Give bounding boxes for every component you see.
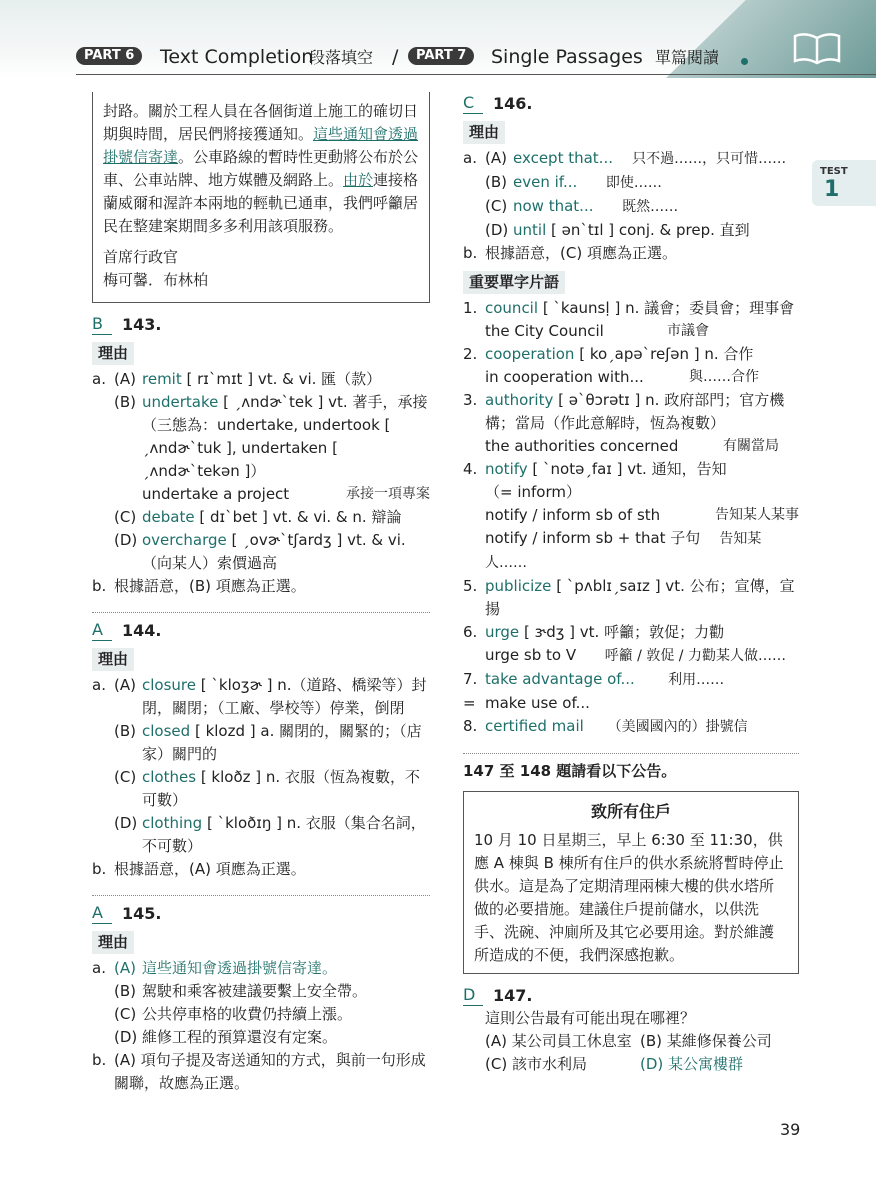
vocab-word: take advantage of...: [485, 670, 635, 688]
separator: [92, 895, 430, 896]
q143-opt-B: (B): [114, 393, 136, 411]
header-dot: [741, 58, 748, 65]
q143-b-label: b.: [92, 577, 107, 595]
part6-title: Text Completion: [160, 46, 314, 68]
q144-a-label: a.: [92, 676, 106, 694]
passage-text: [103, 100, 419, 238]
vocab-item-4: [463, 458, 799, 575]
right-column: [463, 92, 799, 1076]
q145-opt-D: (D): [114, 1028, 138, 1046]
q146-opt-B: (B): [485, 173, 507, 191]
header-slash: /: [392, 46, 399, 68]
passage-seg2: 。公車路線的暫時性更動將公布於公車、公車站牌、地方媒體及網路上。: [103, 148, 419, 189]
question-146-head: [463, 92, 799, 115]
vocab-item-5: [463, 575, 799, 621]
part7-title-zh: 單篇閱讀: [655, 48, 720, 67]
vocab-def: [ ˋkaunsḷ ] n. 議會；委員會；理事會: [542, 299, 795, 317]
passage-box: [92, 92, 430, 303]
vocab-word: cooperation: [485, 345, 575, 363]
q143-opt-A: (A): [114, 370, 136, 388]
vocab-item-6: [463, 621, 799, 668]
q145-opt-C: (C): [114, 1005, 137, 1023]
q143-C-word: debate: [142, 508, 195, 526]
q145-C-text: 公共停車格的收費仍持續上漲。: [142, 1005, 353, 1023]
vocab-word: authority: [485, 391, 554, 409]
part6-pill: PART 6: [76, 47, 142, 65]
vocab-def: [ koˏapəˋreʃən ] n. 合作: [579, 345, 754, 363]
open-book-icon: [792, 30, 842, 66]
test-tab: [812, 160, 876, 206]
q143-C-def: [ dɪˋbet ] vt. & vi. & n. 辯論: [199, 508, 402, 526]
q143-B-forms: （三態為：undertake, undertook [ ˏʌndɚˋtuk ], undertaken [ ˏʌndɚˋtekən ]）: [142, 416, 391, 480]
vocab-example: urge sb to V: [485, 646, 577, 664]
q147-options-row1: [463, 1030, 799, 1053]
signature-title: 首席行政官: [103, 248, 179, 266]
q144-opt-D: (D): [114, 814, 138, 832]
q144-C-word: clothes: [142, 768, 197, 786]
passage-link2: 由於: [343, 171, 374, 189]
vocab-def: （美國國內的）掛號信: [607, 719, 748, 735]
page-header: [0, 0, 876, 78]
vocab-number: 2.: [463, 345, 478, 363]
q146-opt-A: (A): [485, 149, 507, 167]
vocab-number: 7.: [463, 670, 478, 688]
question-144-head: [92, 619, 430, 642]
q144-opt-C: (C): [114, 768, 137, 786]
vocab-word: urge: [485, 623, 520, 641]
q145-a-label: a.: [92, 959, 106, 977]
q144-D-word: clothing: [142, 814, 203, 832]
question-143-number: 143.: [122, 315, 162, 334]
q143-B-def: [ ˏʌndɚˋtek ] vt. 著手，承接: [223, 393, 428, 411]
reason-label-145: 理由: [92, 931, 134, 954]
passage-intro: 147 至 148 題請看以下公告。: [463, 762, 677, 780]
q144-A-word: closure: [142, 676, 196, 694]
q146-a-label: a.: [463, 149, 477, 167]
notice-body: 10 月 10 日星期三，早上 6:30 至 11:30，供應 A 棟與 B 棟所有住戶的供水系統將暫時停止供水。這是為了定期清理兩棟大樓的供水塔所做的必要措施。建議住戶提前儲水，以供洗手、洗碗、沖廁所及其它必要用途。對於維護所造成的不便，我們深感抱歉。: [474, 831, 784, 964]
vocab-equivalent: make use of...: [485, 694, 590, 712]
reason-label-146: 理由: [463, 121, 505, 144]
q143-b-text: 根據語意，(B) 項應為正選。: [114, 577, 306, 595]
question-146-number: 146.: [493, 94, 533, 113]
reason-label-144: 理由: [92, 648, 134, 671]
q147-opt-C: (C) 該市水利局: [485, 1055, 587, 1073]
question-147-head: [463, 984, 799, 1007]
q144-B-word: closed: [142, 722, 191, 740]
vocab-def: [ ˋnotəˏfaɪ ] vt. 通知，告知: [532, 460, 727, 478]
q146-A-word: except that...: [513, 149, 613, 167]
page-number: 39: [780, 1120, 801, 1139]
vocab-example: in cooperation with...: [485, 368, 644, 386]
vocab-example: the authorities concerned: [485, 437, 679, 455]
vocab-item-7-equiv: [463, 692, 799, 715]
test-tab-number: 1: [824, 177, 840, 202]
q147-opt-B: (B) 某維修保養公司: [640, 1032, 772, 1050]
vocab-number: 8.: [463, 717, 478, 735]
q144-D-def: [ ˋkloðɪŋ ] n. 衣服（集合名詞，不可數）: [142, 814, 426, 855]
vocab-item-3: [463, 389, 799, 458]
q146-b: [463, 242, 799, 265]
answer-147: D: [463, 985, 483, 1006]
vocab-item-7: [463, 668, 799, 692]
vocab-example-zh: 告知某人某事: [715, 507, 799, 523]
q143-a-label: a.: [92, 370, 106, 388]
q143-b: [92, 575, 430, 598]
answer-146: C: [463, 93, 483, 114]
question-147-text: 這則公告最有可能出現在哪裡？: [485, 1009, 696, 1027]
question-143-head: [92, 313, 430, 336]
part6-title-zh: 段落填空: [309, 48, 374, 67]
vocab-equals: =: [463, 694, 476, 712]
q143-B-phrase: undertake a project: [142, 485, 290, 503]
q144-opt-B: (B): [114, 722, 136, 740]
vocab-number: 4.: [463, 460, 478, 478]
vocab-example-zh: 有關當局: [723, 438, 779, 454]
q146-opt-D: (D): [485, 221, 509, 239]
passage-seg1: 封路。關於工程人員在各個街道上施工的確切日期與時間，居民們將接獲通知。: [103, 102, 419, 143]
q143-A-word: remit: [142, 370, 182, 388]
vocab-def: [ əˋθɔrətɪ ] n. 政府部門；官方機構；當局（作此意解時，恆為複數）: [485, 391, 785, 432]
notice-box: [463, 791, 799, 974]
vocab-example2: notify / inform sb + that 子句: [485, 529, 701, 547]
notice-title: 致所有住戶: [590, 802, 671, 821]
q143-a: [92, 368, 430, 575]
part7-pill: PART 7: [408, 47, 474, 65]
q143-D-def: [ ˏovɚˋtʃardʒ ] vt. & vi.（向某人）索價過高: [142, 531, 406, 572]
vocab-example2-zh: 告知某人……: [485, 531, 762, 571]
q144-B-def: [ klozd ] a. 關閉的，關緊的；（店家）關門的: [142, 722, 422, 763]
answer-144: A: [92, 620, 112, 641]
q145-a: [92, 957, 430, 1049]
q143-B-word: undertake: [142, 393, 219, 411]
test-tab-label: TEST: [820, 166, 848, 177]
separator: [463, 753, 799, 754]
vocab-item-1: [463, 297, 799, 343]
question-144-number: 144.: [122, 621, 162, 640]
q145-opt-A: (A): [114, 959, 136, 977]
q147-options-row2: [463, 1053, 799, 1076]
q145-b-text: (A) 項句子提及寄送通知的方式，與前一句形成關聯，故應為正選。: [114, 1051, 426, 1092]
q145-D-text: 維修工程的預算還沒有定案。: [142, 1028, 338, 1046]
q143-D-word: overcharge: [142, 531, 227, 549]
vocab-number: 1.: [463, 299, 478, 317]
vocab-synonym: （= inform）: [485, 483, 581, 501]
part7-title: Single Passages: [491, 46, 643, 68]
vocab-number: 6.: [463, 623, 478, 641]
q143-A-def: [ rɪˋmɪt ] vt. & vi. 匯（款）: [186, 370, 382, 388]
q145-opt-B: (B): [114, 982, 136, 1000]
vocab-item-2: [463, 343, 799, 389]
q143-opt-C: (C): [114, 508, 137, 526]
vocab-def: [ ɝdʒ ] vt. 呼籲；敦促；力勸: [523, 623, 725, 641]
q147-opt-A: (A) 某公司員工休息室: [485, 1032, 632, 1050]
q146-A-zh: 只不過……，只可惜……: [632, 151, 787, 167]
vocab-item-8: [463, 715, 799, 739]
vocab-example-zh: 與……合作: [689, 369, 759, 385]
vocab-example: notify / inform sb of sth: [485, 506, 661, 524]
left-column: [92, 92, 430, 1095]
vocab-word: publicize: [485, 577, 552, 595]
vocab-example: the City Council: [485, 322, 604, 340]
answer-143: B: [92, 314, 112, 335]
q146-C-zh: 既然……: [622, 199, 679, 215]
header-rule: [76, 74, 876, 75]
q145-b: [92, 1049, 430, 1095]
vocab-word: notify: [485, 460, 528, 478]
q144-C-def: [ kloðz ] n. 衣服（恆為複數，不可數）: [142, 768, 420, 809]
q146-b-label: b.: [463, 244, 478, 262]
q145-b-label: b.: [92, 1051, 107, 1069]
passage-seg3: 連接格蘭威爾和渥許本兩地的輕軌已通車，我們呼籲居民在整建案期間多多利用該項服務。: [103, 171, 419, 235]
q146-opt-C: (C): [485, 197, 508, 215]
q144-A-def: [ ˋkloʒɚ ] n.（道路、橋梁等）封閉，關閉；（工廠、學校等）停業，倒閉: [142, 676, 427, 717]
answer-145: A: [92, 903, 112, 924]
q146-b-text: 根據語意，(C) 項應為正選。: [485, 244, 677, 262]
q147-opt-D: (D) 某公寓樓群: [640, 1055, 744, 1073]
q144-b-label: b.: [92, 860, 107, 878]
q146-B-word: even if...: [513, 173, 578, 191]
vocab-label: 重要單字片語: [463, 271, 565, 294]
q146-a: [463, 147, 799, 242]
question-145-number: 145.: [122, 904, 162, 923]
vocab-number: 5.: [463, 577, 478, 595]
signature-name: 梅可馨．布林柏: [103, 271, 209, 289]
q146-D-word: until: [513, 221, 547, 239]
reason-label-143: 理由: [92, 342, 134, 365]
vocab-number: 3.: [463, 391, 478, 409]
q143-opt-D: (D): [114, 531, 138, 549]
passage-link1: 這些通知會透過掛號信寄達: [103, 125, 419, 166]
q144-b: [92, 858, 430, 881]
vocab-word: council: [485, 299, 539, 317]
q143-B-phrase-zh: 承接一項專案: [346, 486, 430, 502]
vocab-example-zh: 呼籲 / 敦促 / 力勸某人做……: [604, 648, 786, 664]
q146-B-zh: 即使……: [605, 175, 662, 191]
q146-C-word: now that...: [513, 197, 594, 215]
q144-b-text: 根據語意，(A) 項應為正選。: [114, 860, 306, 878]
question-145-head: [92, 902, 430, 925]
q145-B-text: 駕駛和乘客被建議要繫上安全帶。: [142, 982, 368, 1000]
q144-opt-A: (A): [114, 676, 136, 694]
question-147-number: 147.: [493, 986, 533, 1005]
q144-a: [92, 674, 430, 858]
vocab-def: 利用……: [668, 672, 725, 688]
vocab-word: certified mail: [485, 717, 584, 735]
vocab-def: [ ˋpʌblɪˏsaɪz ] vt. 公布；宣傳，宣揚: [485, 577, 795, 618]
separator: [92, 612, 430, 613]
q146-D-def: [ ənˋtɪl ] conj. & prep. 直到: [551, 221, 750, 239]
vocab-example-zh: 市議會: [667, 323, 709, 339]
q145-A-text: 這些通知會透過掛號信寄達。: [142, 959, 338, 977]
